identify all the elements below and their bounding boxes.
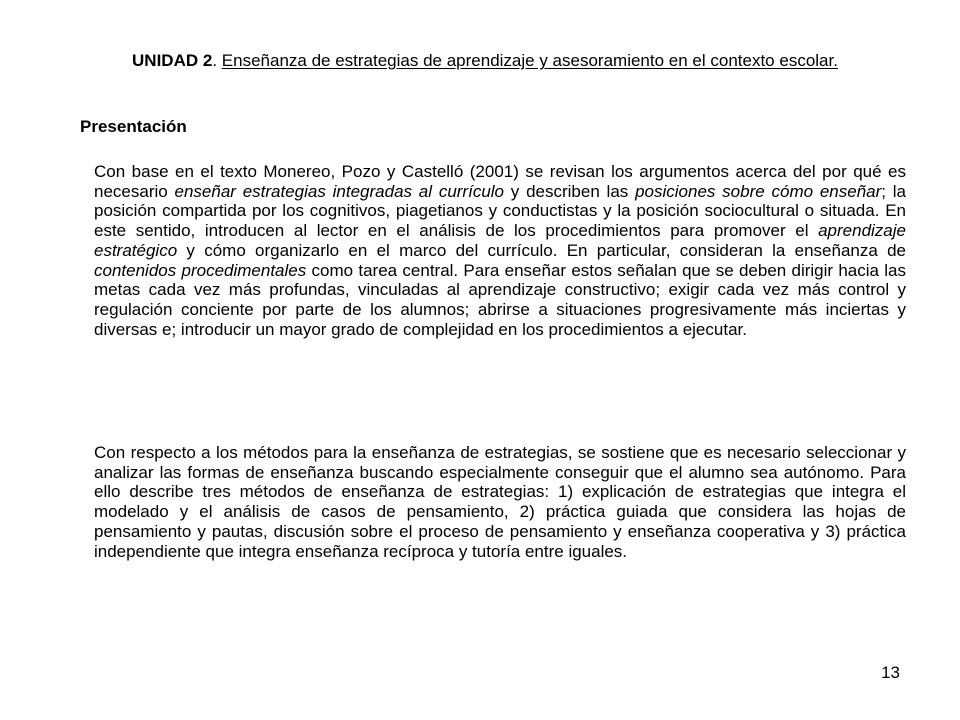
p1-text-2: y describen las <box>504 181 636 201</box>
unit-separator: . <box>212 51 222 70</box>
paragraph-1 <box>94 162 906 339</box>
p1-emphasis-2: posiciones sobre cómo enseñar <box>635 181 882 201</box>
paragraph-2: Con respecto a los métodos para la enseñanza de estrategias, se sostiene que es necesario seleccionar y analizar las formas de enseñanza buscando especialmente conseguir que el alumno sea autónomo. Para ello describe tres métodos de enseñanza de estrategias: 1) explicación de estrategias que integra el modelado y el análisis de casos de pensamiento, 2) práctica guiada que considera las hojas de pensamiento y pautas, discusión sobre el proceso de pensamiento y enseñanza cooperativa y 3) práctica independiente que integra enseñanza recíproca y tutoría entre iguales. <box>94 443 906 561</box>
p1-emphasis-1: enseñar estrategias integradas al currículo <box>174 181 505 201</box>
p1-text-3: ; la posición compartida por los cognitivos, piagetianos y conductistas y la posición sociocultural o situada. En este sentido, introducen al lector en el análisis de los procedimientos para promover el <box>94 181 907 241</box>
section-heading: Presentación <box>80 117 187 136</box>
unit-label: UNIDAD 2 <box>132 51 213 70</box>
unit-title <box>60 48 910 73</box>
p1-text-5: como tarea central. Para enseñar estos señalan que se deben dirigir hacia las metas cada vez más profundas, vinculadas al aprendizaje constructivo; exigir cada vez más control y regulación conciente por parte de los alumnos; abrirse a situaciones progresivamente más inciertas y diversas e; introducir un mayor grado de complejidad en los procedimientos a ejecutar. <box>94 260 906 339</box>
unit-name: Enseñanza de estrategias de aprendizaje y asesoramiento en el contexto escolar. <box>221 51 838 70</box>
p1-emphasis-3: aprendizaje estratégico <box>94 221 906 260</box>
page-number: 13 <box>881 663 900 682</box>
p1-emphasis-4: contenidos procedimentales <box>94 260 307 280</box>
p1-text-1: Con base en el texto Monereo, Pozo y Castelló (2001) se revisan los argumentos acerca del por qué es necesario <box>94 162 906 201</box>
p1-text-4: y cómo organizarlo en el marco del currículo. En particular, consideran la enseñanza de <box>177 240 906 260</box>
